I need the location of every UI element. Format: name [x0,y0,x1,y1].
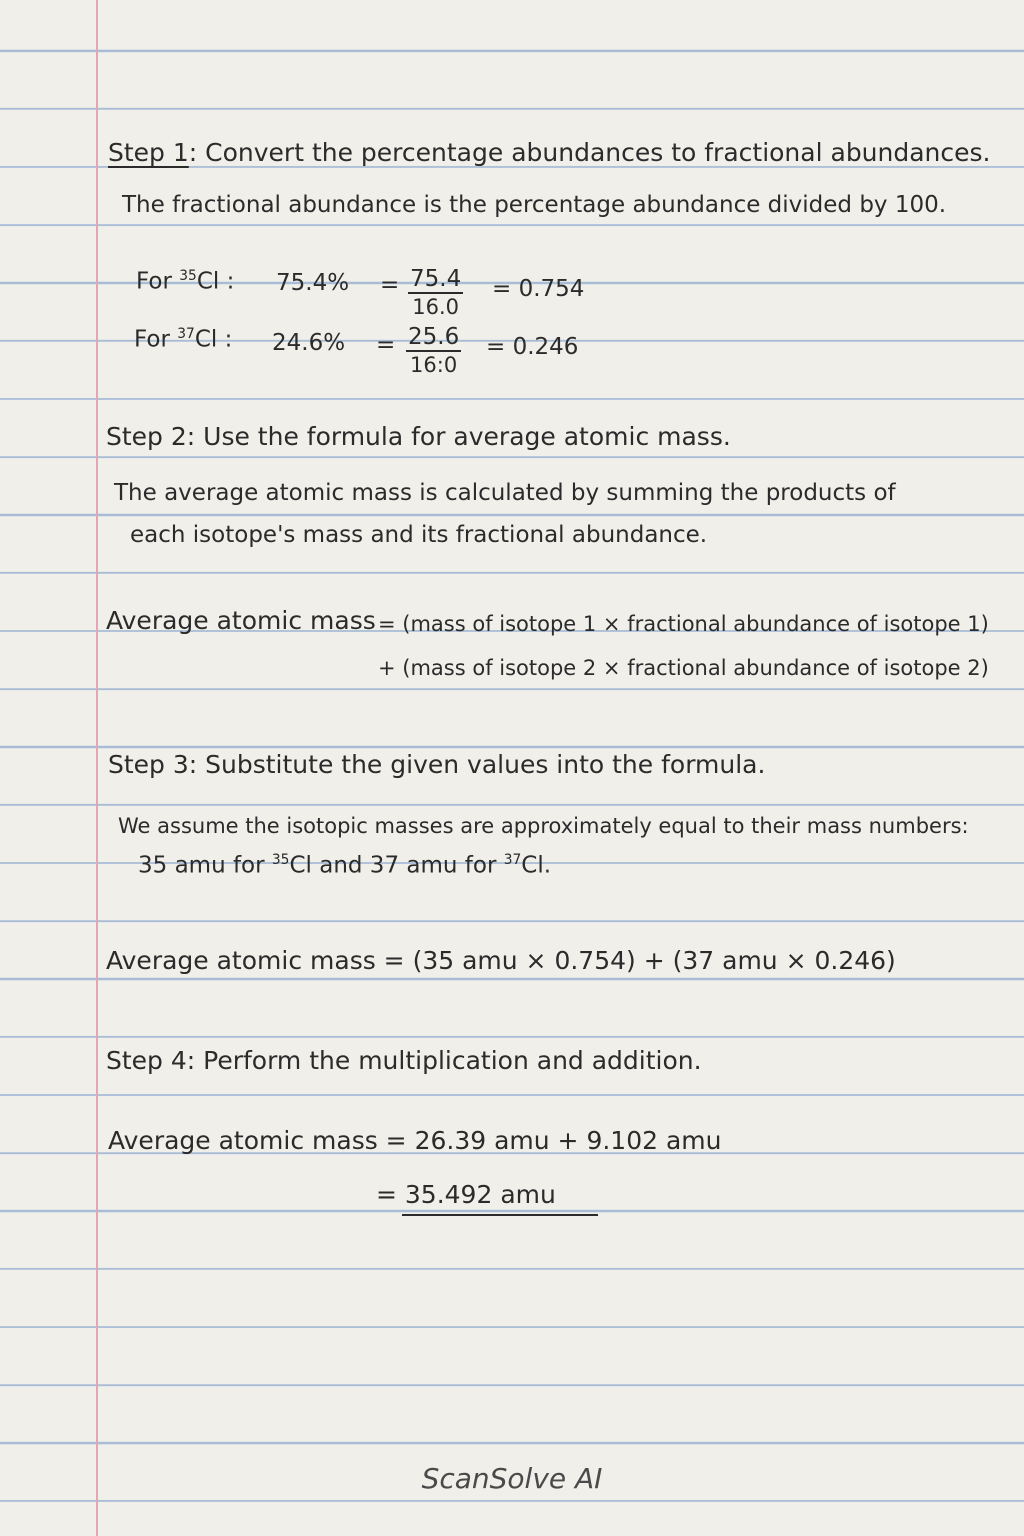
cl35-percent: 75.4% [276,270,350,296]
step3-line2-b: Cl and 37 amu for [289,852,504,879]
cl35-mass-number: 35 [179,268,197,284]
formula-line2: + (mass of isotope 2 × fractional abundance of isotope 2) [378,656,989,680]
cl37-element: Cl : [194,326,233,353]
cl35-label [136,268,234,295]
cl37-result: = 0.246 [486,334,579,360]
step3-line2-a: 35 amu for [138,852,272,879]
cl35-equals: = [380,272,400,298]
step3-equation: Average atomic mass = (35 amu × 0.754) + (37 amu × 0.246) [106,946,896,975]
cl37-mass-number: 37 [177,326,195,342]
step1-description: The fractional abundance is the percentage abundance divided by 100. [122,192,947,218]
step1-heading [108,138,991,167]
step3-description-line1: We assume the isotopic masses are approximately equal to their mass numbers: [118,814,969,838]
step4-final-answer: = 35.492 amu [376,1180,556,1209]
cl37-prefix: For [134,326,178,353]
cl35-fraction [408,266,463,320]
cl35-result: = 0.754 [492,276,585,302]
formula-lhs: Average atomic mass [106,606,376,635]
step2-heading: Step 2: Use the formula for average atomic mass. [106,422,731,451]
step3-heading: Step 3: Substitute the given values into the formula. [108,750,766,779]
cl37-fraction [406,324,461,378]
cl37-equals: = [376,332,396,358]
cl37-percent: 24.6% [272,330,346,356]
step1-title: : Convert the percentage abundances to fractional abundances. [188,138,991,167]
formula-line1: = (mass of isotope 1 × fractional abundance of isotope 1) [378,612,989,636]
step1-label: Step 1 [108,138,189,167]
step4-line1: Average atomic mass = 26.39 amu + 9.102 amu [108,1126,722,1155]
step3-description-line2 [138,852,551,879]
cl35-element: Cl : [196,268,235,295]
step2-description-line1: The average atomic mass is calculated by summing the products of [114,480,896,506]
brand-watermark: ScanSolve AI [421,1462,603,1495]
step4-heading: Step 4: Perform the multiplication and addition. [106,1046,702,1075]
cl35-denominator: 16.0 [412,295,459,319]
step3-sup-35: 35 [271,852,290,868]
cl37-label [134,326,232,353]
cl37-denominator: 16:0 [410,353,458,377]
step3-line2-c: Cl. [521,852,552,879]
final-answer-underline [402,1214,598,1216]
step2-description-line2: each isotope's mass and its fractional abundance. [130,522,708,548]
cl35-numerator: 75.4 [410,266,462,292]
step3-sup-37: 37 [503,852,522,868]
cl35-prefix: For [136,268,180,295]
cl37-numerator: 25.6 [408,324,460,350]
margin-line [96,0,98,1536]
